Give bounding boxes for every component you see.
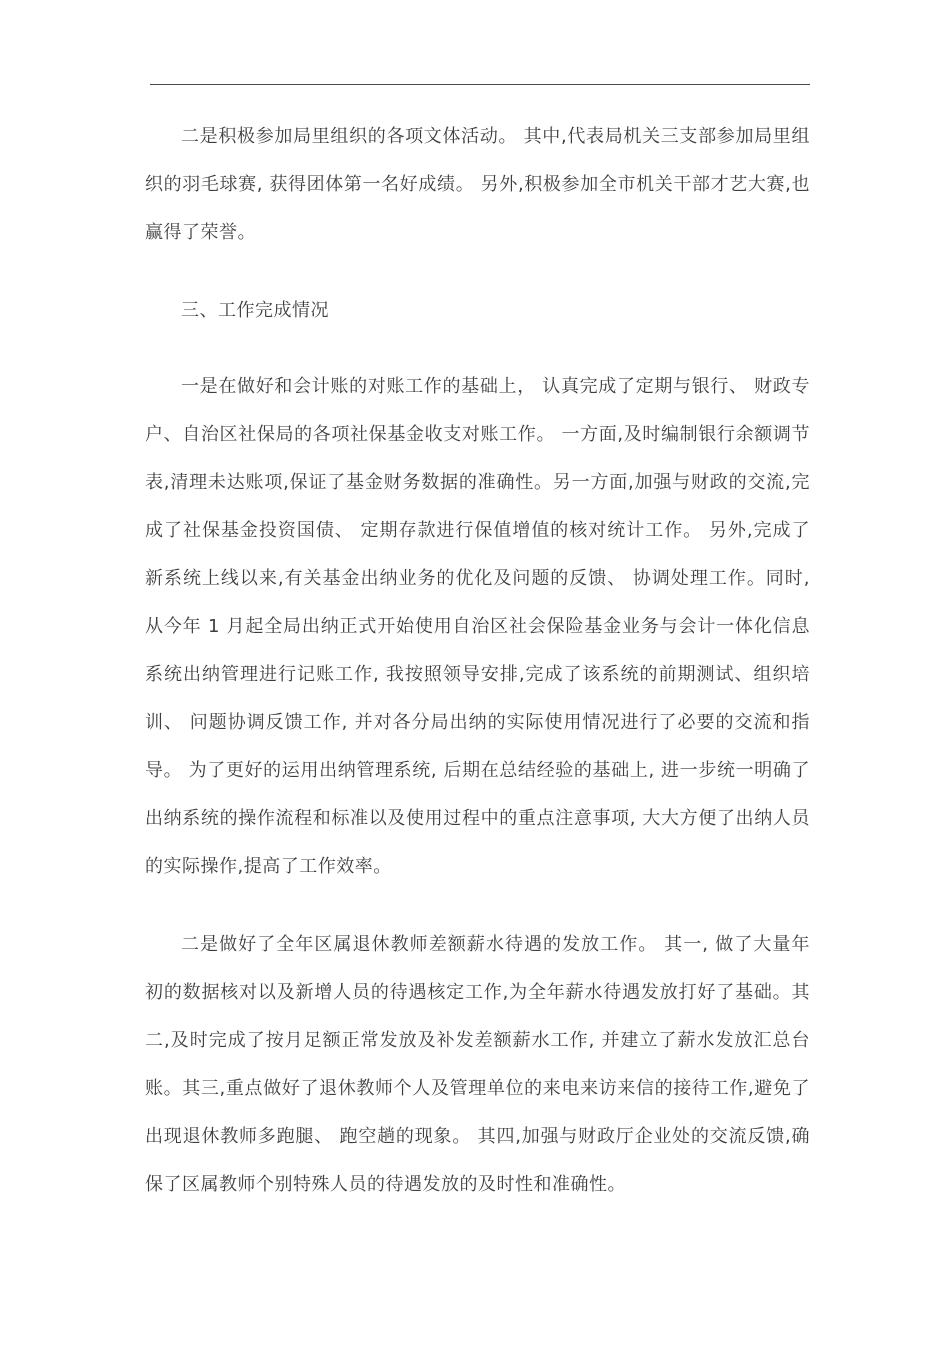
paragraph: 二是做好了全年区属退休教师差额薪水待遇的发放工作。 其一, 做了大量年初的数据核对以及新增人员的待遇核定工作,为全年薪水待遇发放打好了基础。其二,及时完成了按月足额正常发放及补发差额薪水工作, 并建立了薪水发放汇总台账。其三,重点做好了退休教师个人及管理单位的来电来访来信的接待工作,避免了出现退休教师多跑腿、 跑空趟的现象。 其四,加强与财政厅企业处的交流反馈,确保了区属教师个别特殊人员的待遇发放的及时性和准确性。 — [145, 934, 810, 1195]
section-heading: 三、工作完成情况 — [181, 300, 329, 321]
paragraph: 二是积极参加局里组织的各项文体活动。 其中,代表局机关三支部参加局里组织的羽毛球赛, 获得团体第一名好成绩。 另外,积极参加全市机关干部才艺大赛,也赢得了荣誉。 — [145, 126, 810, 243]
document-content — [145, 113, 810, 1209]
paragraph: 一是在做好和会计账的对账工作的基础上， 认真完成了定期与银行、 财政专户、自治区社保局的各项社保基金收支对账工作。 一方面,及时编制银行余额调节表,清理未达账项,保证了基金财务数据的准确性。另一方面,加强与财政的交流,完成了社保基金投资国债、 定期存款进行保值增值的核对统计工作。 另外,完成了新系统上线以来,有关基金出纳业务的优化及问题的反馈、 协调处理工作。同时,从今年 1 月起全局出纳正式开始使用自治区社会保险基金业务与会计一体化信息系统出纳管理进行记账工作, 我按照领导安排,完成了该系统的前期测试、组织培训、 问题协调反馈工作, 并对各分局出纳的实际使用情况进行了必要的交流和指导。 为了更好的运用出纳管理系统, 后期在总结经验的基础上, 进一步统一明确了出纳系统的操作流程和标准以及使用过程中的重点注意事项, 大大方便了出纳人员的实际操作,提高了工作效率。 — [145, 376, 810, 877]
header-rule — [150, 84, 810, 85]
